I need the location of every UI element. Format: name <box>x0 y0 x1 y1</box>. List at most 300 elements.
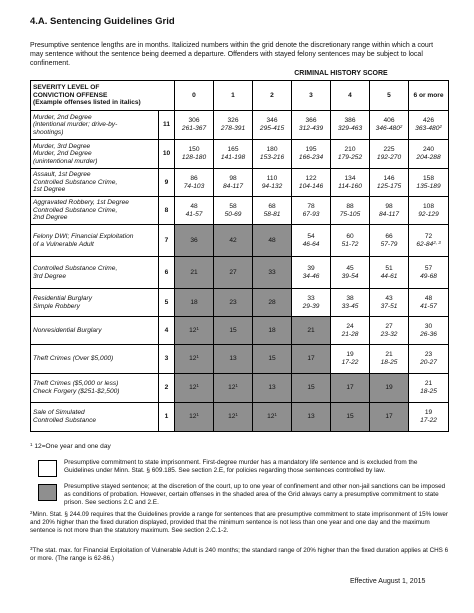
discretionary-range <box>215 211 251 219</box>
duration-number: 13 <box>268 384 276 392</box>
grid-cell <box>331 317 370 345</box>
offense-example <box>31 257 159 289</box>
duration-number: 13 <box>229 355 237 363</box>
range-text: 29-39 <box>302 302 320 310</box>
range-text: 46-64 <box>302 240 320 248</box>
duration-number: 12 <box>267 413 275 421</box>
duration-value <box>176 413 212 421</box>
discretionary-range <box>293 303 329 311</box>
severity-level: 2 <box>159 374 175 403</box>
grid-cell <box>214 289 253 317</box>
duration-number: 12 <box>189 384 197 392</box>
offense-example <box>31 374 159 403</box>
severity-level: 7 <box>159 225 175 257</box>
note-2 <box>30 511 450 536</box>
note-3 <box>30 547 450 563</box>
duration-value <box>293 384 329 392</box>
grid-cell <box>292 374 331 403</box>
note-3-mark: 3 <box>30 546 33 551</box>
offense-line: 1st Degree <box>33 186 66 194</box>
discretionary-range <box>410 359 447 367</box>
duration-value <box>371 146 407 154</box>
legend-gray-swatch <box>38 484 57 501</box>
grid-cell <box>253 169 292 197</box>
duration-value <box>332 117 368 125</box>
severity-level: 5 <box>159 289 175 317</box>
discretionary-range <box>332 241 368 249</box>
range-text: 141-198 <box>220 154 246 161</box>
discretionary-range <box>410 125 447 133</box>
duration-value <box>176 237 212 245</box>
grid-cell <box>214 257 253 289</box>
grid-cell <box>331 225 370 257</box>
duration-number: 17 <box>307 355 315 363</box>
duration-number: 33 <box>268 268 276 276</box>
grid-cell <box>175 289 214 317</box>
duration-value <box>371 413 407 421</box>
range-text: 37-51 <box>380 302 398 310</box>
duration-value <box>215 175 251 183</box>
duration-number: 21 <box>385 351 393 359</box>
duration-value <box>176 299 212 307</box>
duration-number: 33 <box>307 294 315 302</box>
score-header: 2 <box>253 81 292 111</box>
duration-value <box>254 203 290 211</box>
cell-footnote: 1 <box>196 354 199 360</box>
cell-footnote: 1 <box>196 412 199 418</box>
offense-example <box>31 111 159 140</box>
offense-line: Simple Robbery <box>33 302 80 310</box>
duration-number: 23 <box>229 298 237 306</box>
severity-level: 4 <box>159 317 175 345</box>
grid-cell <box>253 197 292 225</box>
grid-cell <box>409 317 449 345</box>
duration-number: 66 <box>385 232 393 240</box>
range-text: 204-288 <box>416 154 441 161</box>
discretionary-range <box>293 273 329 281</box>
discretionary-range <box>293 183 329 191</box>
cell-footnote: 1 <box>196 383 199 389</box>
duration-number: 134 <box>344 174 356 182</box>
duration-value <box>332 233 368 241</box>
duration-value <box>410 295 447 303</box>
grid-cell <box>370 111 409 140</box>
discretionary-range <box>332 273 368 281</box>
page-title: 4.A. Sentencing Guidelines Grid <box>30 16 175 27</box>
offense-line: Residential Burglary <box>33 294 93 302</box>
grid-row <box>31 111 449 140</box>
duration-value <box>410 233 447 241</box>
offense-example <box>31 140 159 169</box>
score-header: 5 <box>370 81 409 111</box>
cell-footnote: 1 <box>274 412 277 418</box>
range-text: 57-79 <box>380 240 398 248</box>
range-text: 153-216 <box>259 154 285 161</box>
duration-value <box>293 295 329 303</box>
duration-number: 58 <box>229 202 237 210</box>
grid-cell <box>214 374 253 403</box>
grid-cell <box>331 169 370 197</box>
grid-cell <box>214 345 253 374</box>
range-text: 74-103 <box>183 182 205 190</box>
duration-value <box>176 269 212 277</box>
duration-value <box>410 323 447 331</box>
grid-cell <box>175 197 214 225</box>
grid-cell <box>253 257 292 289</box>
duration-value <box>293 265 329 273</box>
score-header: 0 <box>175 81 214 111</box>
discretionary-range <box>332 125 368 133</box>
duration-number: 146 <box>383 174 395 182</box>
duration-number: 326 <box>227 117 239 125</box>
grid-row <box>31 169 449 197</box>
grid-cell <box>331 374 370 403</box>
grid-row <box>31 345 449 374</box>
footnote-one-year <box>30 443 111 450</box>
range-text: 261-367 <box>181 125 207 132</box>
grid-cell <box>370 317 409 345</box>
duration-number: 12 <box>189 413 197 421</box>
grid-row <box>31 403 449 432</box>
duration-value <box>371 351 407 359</box>
grid-cell <box>292 317 331 345</box>
grid-cell <box>331 289 370 317</box>
grid-cell <box>370 140 409 169</box>
discretionary-range <box>371 183 407 191</box>
grid-cell <box>175 225 214 257</box>
duration-number: 15 <box>268 355 276 363</box>
grid-cell <box>175 317 214 345</box>
duration-number: 12 <box>228 384 236 392</box>
grid-cell <box>214 111 253 140</box>
grid-cell <box>331 403 370 432</box>
duration-value <box>215 327 251 335</box>
duration-value <box>215 384 251 392</box>
duration-number: 110 <box>266 174 278 182</box>
range-text: 58-81 <box>263 210 281 218</box>
legend-white-text: Presumptive commitment to state imprisonment. First-degree murder has a mandatory life sentence and is excluded from the Guidelines under Minn. Stat. § 609.185. See section 2.E, for policies regarding those sentences controlled by law. <box>64 459 418 474</box>
duration-value <box>176 146 212 154</box>
duration-value <box>371 175 407 183</box>
duration-value <box>215 413 251 421</box>
offense-example <box>31 345 159 374</box>
duration-value <box>254 269 290 277</box>
grid-cell <box>175 257 214 289</box>
discretionary-range <box>254 211 290 219</box>
duration-number: 426 <box>423 117 435 125</box>
discretionary-range <box>371 125 407 133</box>
discretionary-range <box>332 154 368 162</box>
duration-value <box>293 117 329 125</box>
grid-cell <box>409 289 449 317</box>
severity-level: 3 <box>159 345 175 374</box>
range-text: 44-61 <box>380 272 398 280</box>
grid-cell <box>292 289 331 317</box>
grid-cell <box>175 374 214 403</box>
discretionary-range <box>371 303 407 311</box>
grid-cell <box>175 140 214 169</box>
offense-line: of a Vulnerable Adult <box>33 240 94 248</box>
score-header: 6 or more <box>409 81 449 111</box>
grid-cell <box>175 169 214 197</box>
note-3-text: The stat. max. for Financial Exploitation of Vulnerable Adult is 240 months; the standard range of 20% higher than the fixed duration applies at CHS 6 or more. (The range is 62-86.) <box>30 547 449 563</box>
cell-footnote: 1 <box>235 412 238 418</box>
severity-level: 8 <box>159 197 175 225</box>
discretionary-range <box>293 211 329 219</box>
duration-number: 43 <box>385 294 393 302</box>
duration-number: 12 <box>189 355 197 363</box>
duration-value <box>254 299 290 307</box>
score-header: 4 <box>331 81 370 111</box>
range-text: 114-160 <box>338 182 362 190</box>
cell-footnote: 1 <box>235 383 238 389</box>
grid-cell <box>409 345 449 374</box>
duration-value <box>254 355 290 363</box>
duration-number: 406 <box>383 117 395 125</box>
grid-row <box>31 289 449 317</box>
cell-footnote: 1 <box>196 325 199 331</box>
range-text: 128-180 <box>181 154 207 161</box>
grid-cell <box>370 169 409 197</box>
duration-value <box>215 117 251 125</box>
discretionary-range <box>176 154 212 162</box>
cell-footnote: 2 <box>439 124 442 129</box>
grid-cell <box>214 169 253 197</box>
duration-value <box>176 175 212 183</box>
footnote-mark: 1 <box>30 442 33 447</box>
duration-number: 48 <box>424 294 433 302</box>
duration-value <box>254 117 290 125</box>
grid-cell <box>370 197 409 225</box>
duration-number: 54 <box>307 232 315 240</box>
duration-value <box>371 233 407 241</box>
offense-line: Theft Crimes (Over $5,000) <box>33 355 114 363</box>
duration-value <box>332 175 368 183</box>
duration-number: 18 <box>190 298 198 306</box>
grid-cell <box>409 111 449 140</box>
range-text: 18-25 <box>380 359 398 366</box>
duration-value <box>371 384 407 392</box>
duration-value <box>410 146 447 154</box>
duration-number: 51 <box>385 264 393 272</box>
range-text: 67-93 <box>302 210 320 218</box>
range-text: 92-129 <box>418 210 439 218</box>
discretionary-range <box>371 331 407 339</box>
range-text: 125-175 <box>376 182 402 190</box>
range-text: 192-270 <box>376 154 402 161</box>
duration-value <box>332 351 368 359</box>
grid-cell <box>409 140 449 169</box>
grid-row <box>31 197 449 225</box>
duration-number: 158 <box>423 174 435 182</box>
grid-cell <box>253 225 292 257</box>
range-text: 21-28 <box>341 330 359 338</box>
duration-number: 60 <box>346 232 354 240</box>
effective-date: Effective August 1, 2015 <box>350 578 426 585</box>
offense-line: Assault, 1st Degree <box>33 171 91 179</box>
offense-header-line2: CONVICTION OFFENSE <box>33 91 108 99</box>
discretionary-range <box>332 183 368 191</box>
duration-number: 12 <box>228 413 236 421</box>
offense-line: Check Forgery ($251-$2,500) <box>33 388 120 395</box>
duration-value <box>176 384 212 392</box>
duration-number: 150 <box>188 146 200 154</box>
offense-example <box>31 169 159 197</box>
grid-row <box>31 374 449 403</box>
duration-value <box>332 146 368 154</box>
grid-cell <box>214 317 253 345</box>
grid-row <box>31 225 449 257</box>
discretionary-range <box>332 211 368 219</box>
discretionary-range <box>371 273 407 281</box>
duration-value <box>293 413 329 421</box>
range-text: 34-46 <box>302 272 320 280</box>
cell-footnote: 2, 3 <box>433 239 441 245</box>
discretionary-range <box>176 211 212 219</box>
severity-level: 6 <box>159 257 175 289</box>
discretionary-range <box>293 154 329 162</box>
duration-number: 19 <box>385 384 393 392</box>
offense-line: Murder, 2nd Degree <box>33 113 92 121</box>
severity-level: 10 <box>159 140 175 169</box>
duration-number: 18 <box>268 326 276 334</box>
duration-number: 210 <box>344 146 356 154</box>
grid-cell <box>253 140 292 169</box>
duration-number: 21 <box>190 268 198 276</box>
offense-example <box>31 317 159 345</box>
note-2-mark: 2 <box>30 510 33 515</box>
offense-line: Controlled Substance Crime, <box>33 206 118 214</box>
discretionary-range <box>293 241 329 249</box>
range-text: 18-25 <box>420 388 437 395</box>
duration-number: 17 <box>346 384 354 392</box>
grid-cell <box>214 197 253 225</box>
discretionary-range <box>410 388 447 396</box>
discretionary-range <box>293 125 329 133</box>
cell-footnote: 2 <box>399 124 403 129</box>
duration-value <box>254 237 290 245</box>
offense-line: Nonresidential Burglary <box>33 326 102 334</box>
grid-cell <box>331 140 370 169</box>
severity-level: 1 <box>159 403 175 432</box>
grid-cell <box>253 111 292 140</box>
duration-number: 15 <box>229 326 237 334</box>
duration-number: 13 <box>307 413 315 421</box>
range-text: 104-146 <box>298 182 324 190</box>
range-text: 23-32 <box>380 330 398 338</box>
discretionary-range <box>410 417 447 425</box>
duration-number: 17 <box>385 413 393 421</box>
range-text: 179-252 <box>337 154 363 161</box>
range-text: 84-117 <box>222 182 244 190</box>
duration-number: 42 <box>229 236 237 244</box>
grid-cell <box>409 257 449 289</box>
grid-cell <box>331 197 370 225</box>
duration-number: 366 <box>305 117 317 125</box>
discretionary-range <box>410 241 447 249</box>
offense-line: (unintentional murder) <box>33 157 98 165</box>
duration-value <box>410 175 447 183</box>
discretionary-range <box>371 359 407 367</box>
duration-number: 19 <box>346 351 354 359</box>
grid-cell <box>292 140 331 169</box>
duration-value <box>371 203 407 211</box>
grid-cell <box>370 257 409 289</box>
range-text: 41-57 <box>420 302 437 310</box>
duration-number: 386 <box>344 117 356 125</box>
range-text: 135-189 <box>416 182 441 190</box>
duration-number: 15 <box>346 413 354 421</box>
discretionary-range <box>371 211 407 219</box>
offense-line: Murder, 2nd Degree <box>33 150 92 158</box>
duration-value <box>332 413 368 421</box>
duration-value <box>176 327 212 335</box>
duration-number: 306 <box>188 117 200 125</box>
range-text: 50-69 <box>224 210 242 218</box>
grid-cell <box>331 257 370 289</box>
grid-cell <box>253 317 292 345</box>
grid-cell <box>331 345 370 374</box>
duration-value <box>176 355 212 363</box>
grid-table <box>30 80 449 432</box>
duration-number: 15 <box>307 384 315 392</box>
grid-cell <box>175 345 214 374</box>
grid-cell <box>409 374 449 403</box>
grid-cell <box>292 345 331 374</box>
duration-value <box>293 146 329 154</box>
range-text: 94-132 <box>261 182 283 190</box>
discretionary-range <box>332 303 368 311</box>
offense-line: shootings) <box>33 128 64 136</box>
duration-number: 108 <box>423 202 435 210</box>
offense-line: Controlled Substance Crime, <box>33 178 118 186</box>
score-header: 1 <box>214 81 253 111</box>
duration-value <box>176 203 212 211</box>
range-text: 75-105 <box>339 210 361 218</box>
duration-number: 165 <box>227 146 239 154</box>
duration-number: 195 <box>305 146 317 154</box>
grid-cell <box>175 403 214 432</box>
duration-value <box>215 355 251 363</box>
offense-line: Felony DWI; Financial Exploitation <box>33 232 134 240</box>
header-row <box>31 81 449 111</box>
duration-number: 39 <box>307 264 315 272</box>
duration-number: 57 <box>424 264 433 272</box>
duration-value <box>254 384 290 392</box>
offense-line: Controlled Substance Crime, <box>33 264 118 272</box>
range-text: 41-57 <box>185 210 203 218</box>
grid-cell <box>370 289 409 317</box>
duration-number: 122 <box>305 174 317 182</box>
range-text: 62-84 <box>416 240 434 248</box>
grid-cell <box>253 403 292 432</box>
discretionary-range <box>371 241 407 249</box>
duration-number: 180 <box>266 146 278 154</box>
legend-white-swatch <box>38 460 57 477</box>
grid-cell <box>331 111 370 140</box>
duration-value <box>332 323 368 331</box>
duration-number: 24 <box>346 322 354 330</box>
grid-cell <box>409 403 449 432</box>
discretionary-range <box>410 303 447 311</box>
grid-cell <box>370 345 409 374</box>
range-text: 295-415 <box>259 125 285 132</box>
discretionary-range <box>410 154 447 162</box>
duration-value <box>410 409 447 417</box>
grid-cell <box>292 169 331 197</box>
duration-number: 98 <box>385 202 393 210</box>
duration-value <box>332 384 368 392</box>
